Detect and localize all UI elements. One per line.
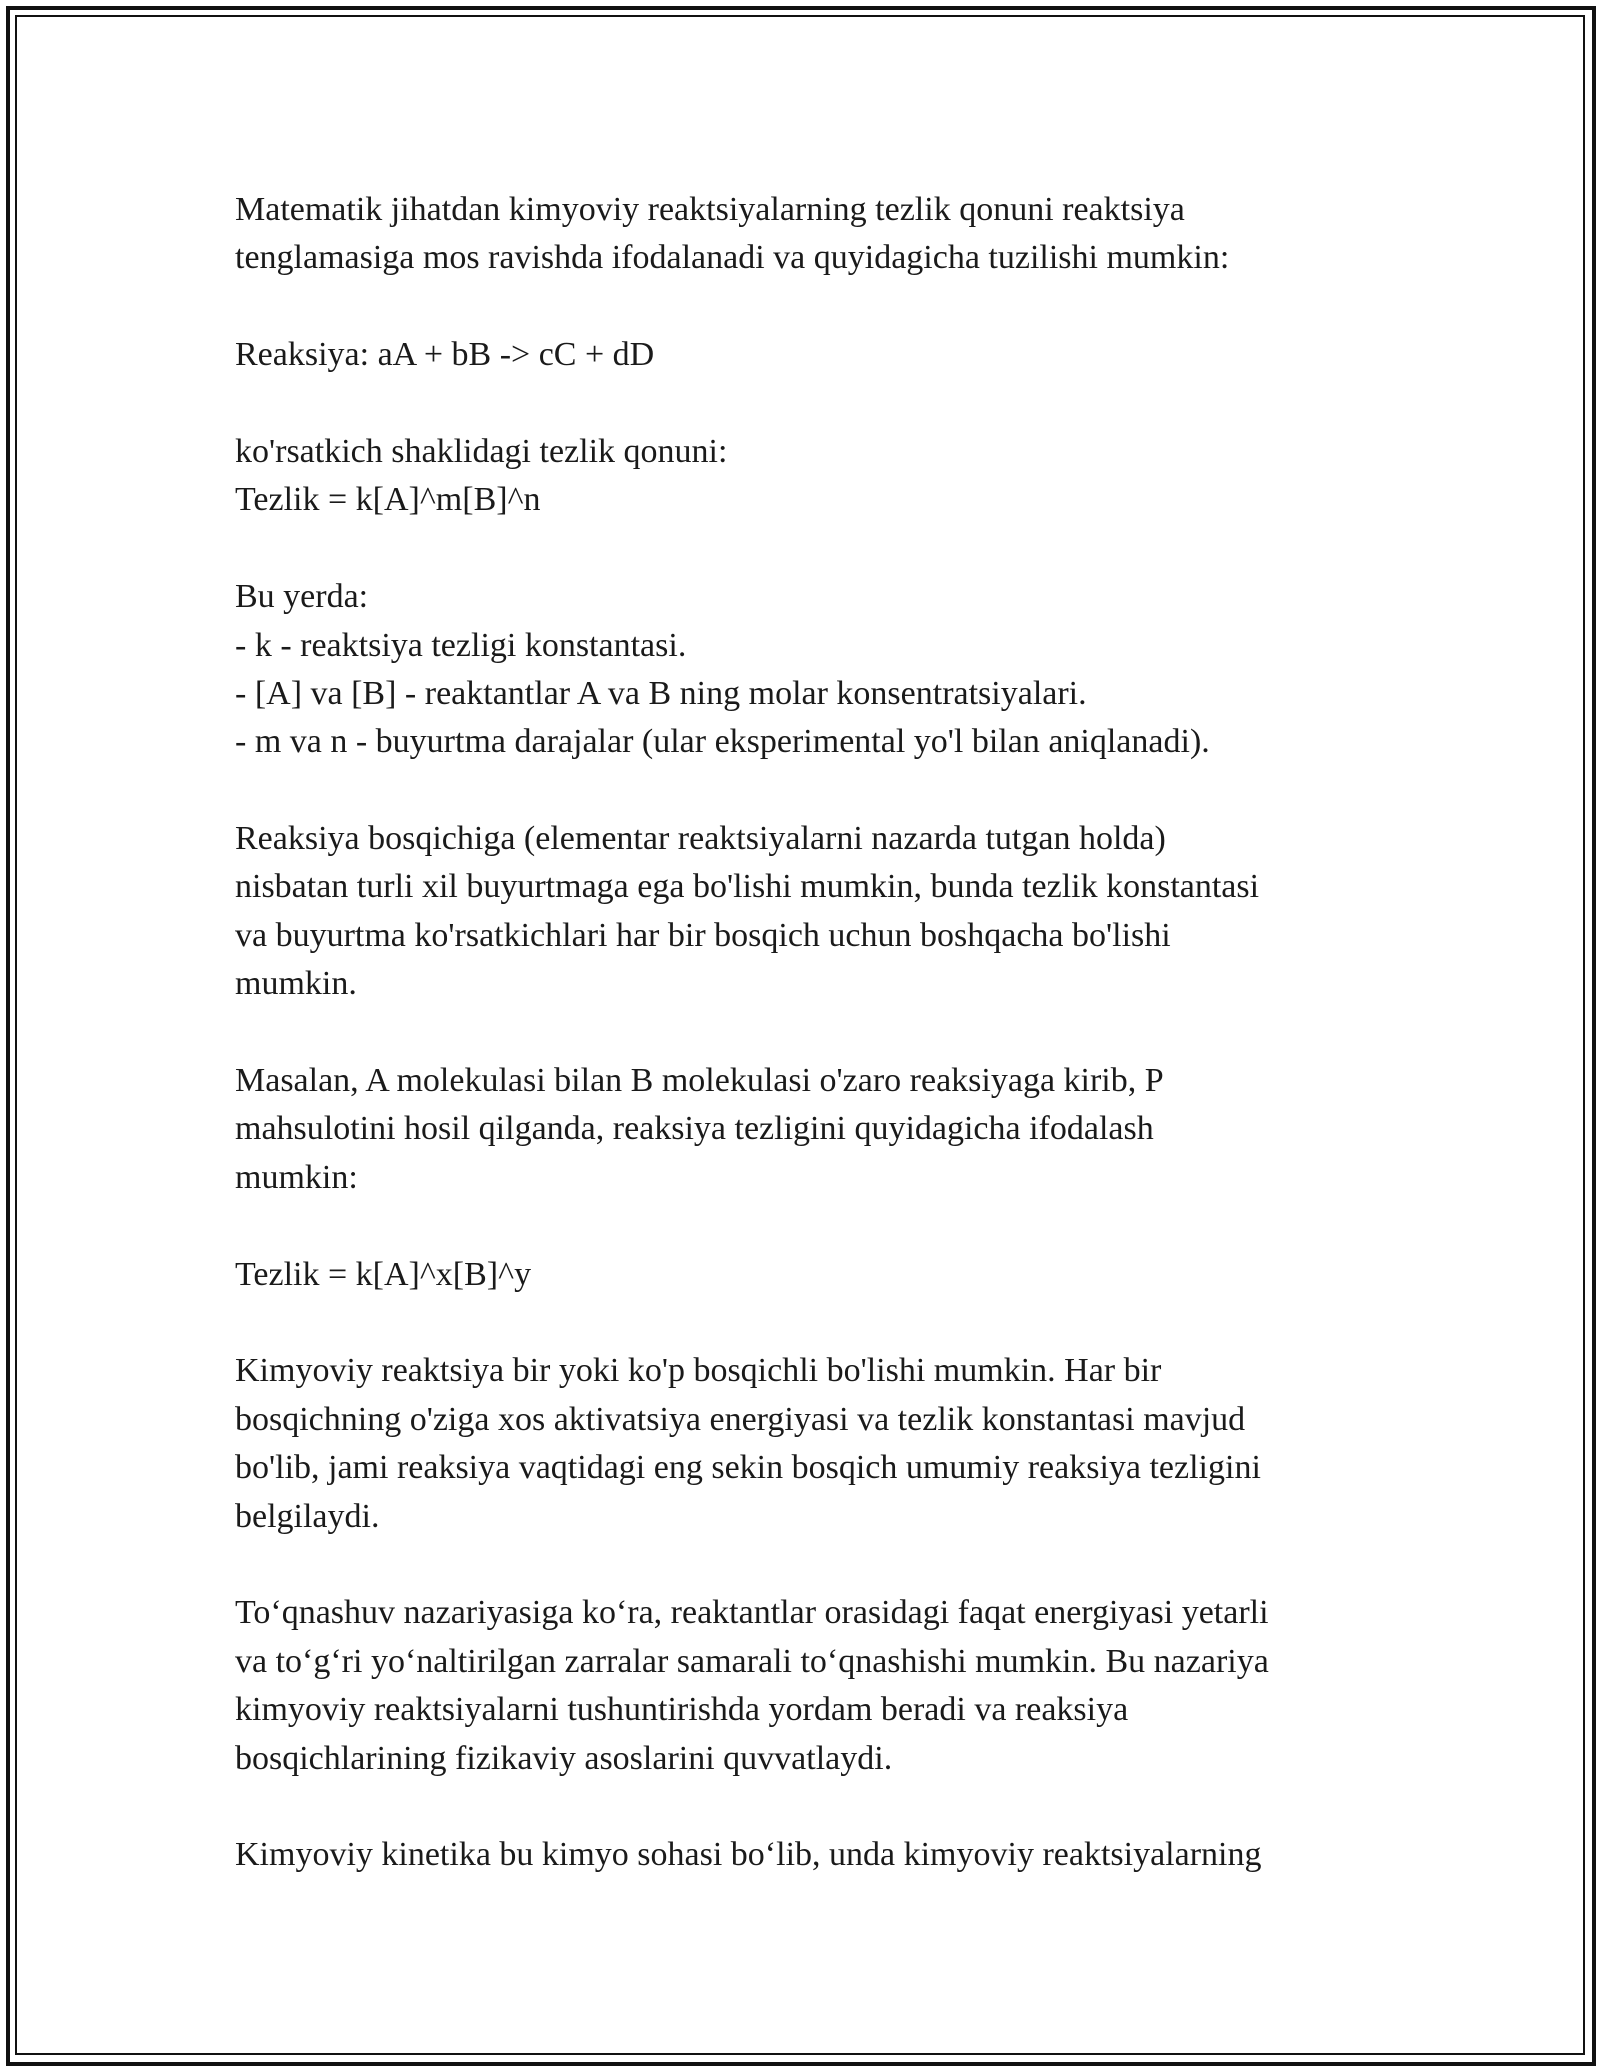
text-line: kimyoviy reaktsiyalarni tushuntirishda yordam beradi va reaksiya (235, 1691, 1129, 1729)
text-line: bo'lib, jami reaksiya vaqtidagi eng sekin bosqich umumiy reaksiya tezligini (235, 1449, 1261, 1487)
paragraph-gap (235, 1202, 1415, 1250)
paragraph-gap (235, 283, 1415, 331)
text-line: Masalan, A molekulasi bilan B molekulasi o'zaro reaksiyaga kirib, P (235, 1062, 1164, 1100)
paragraph-gap (235, 1783, 1415, 1831)
text-line: bosqichning o'ziga xos aktivatsiya energiyasi va tezlik konstantasi mavjud (235, 1400, 1246, 1438)
text-line: - [A] va [B] - reaktantlar A va B ning molar konsentratsiyalari. (235, 674, 1087, 712)
paragraph-gap (235, 1009, 1415, 1057)
text-line: Reaksiya bosqichiga (elementar reaktsiyalarni nazarda tutgan holda) (235, 820, 1166, 858)
text-line: Matematik jihatdan kimyoviy reaktsiyalarning tezlik qonuni reaktsiya (235, 191, 1185, 228)
text-line: mahsulotini hosil qilganda, reaksiya tezligini quyidagicha ifodalash (235, 1110, 1154, 1148)
paragraph-gap (235, 380, 1415, 428)
text-line: bosqichlarining fizikaviy asoslarini quvvatlaydi. (235, 1739, 893, 1777)
text-line: Kimyoviy kinetika bu kimyo sohasi bo‘lib, unda kimyoviy reaktsiyalarning (235, 1836, 1262, 1874)
text-line: - k - reaktsiya tezligi konstantasi. (235, 626, 687, 664)
text-line: va buyurtma ko'rsatkichlari har bir bosqich uchun boshqacha bo'lishi (235, 916, 1171, 954)
text-line: belgilaydi. (235, 1497, 380, 1535)
text-line: Kimyoviy reaktsiya bir yoki ko'p bosqichli bo'lishi mumkin. Har bir (235, 1352, 1162, 1390)
paragraph-gap (235, 767, 1415, 815)
text-line: tenglamasiga mos ravishda ifodalanadi va quyidagicha tuzilishi mumkin: (235, 239, 1230, 277)
text-line: To‘qnashuv nazariyasiga ko‘ra, reaktantlar orasidagi faqat energiyasi yetarli (235, 1594, 1269, 1632)
text-line: Reaksiya: aA + bB -> cC + dD (235, 336, 655, 374)
document-body (235, 186, 1415, 1880)
paragraph-gap (235, 1541, 1415, 1589)
paragraph-gap (235, 1299, 1415, 1347)
text-line: mumkin. (235, 965, 357, 1003)
text-line: mumkin: (235, 1158, 358, 1196)
paragraph-gap (235, 525, 1415, 573)
text-line: Bu yerda: (235, 578, 369, 616)
text-line: nisbatan turli xil buyurtmaga ega bo'lishi mumkin, bunda tezlik konstantasi (235, 868, 1260, 906)
text-line: - m va n - buyurtma darajalar (ular eksperimental yo'l bilan aniqlanadi). (235, 723, 1210, 761)
text-line: Tezlik = k[A]^x[B]^y (235, 1255, 532, 1293)
text-line: ko'rsatkich shaklidagi tezlik qonuni: (235, 432, 728, 470)
text-line: Tezlik = k[A]^m[B]^n (235, 481, 541, 519)
text-line: va to‘g‘ri yo‘naltirilgan zarralar samarali to‘qnashishi mumkin. Bu nazariya (235, 1642, 1269, 1680)
